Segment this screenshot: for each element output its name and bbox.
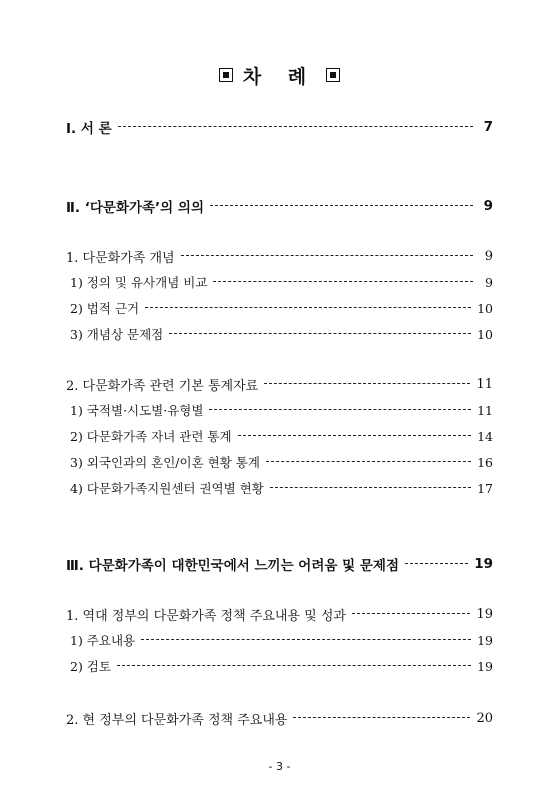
boxed-square-icon: [219, 68, 233, 82]
toc-entry-label: 1) 주요내용: [70, 633, 136, 648]
dot-leader: [213, 281, 473, 283]
toc-entry-label: 3) 개념상 문제점: [70, 327, 164, 342]
toc-entry-label: Ⅰ. 서 론: [66, 121, 112, 137]
toc-entry-page: 19: [474, 556, 493, 572]
toc-entry-subsection[interactable]: [70, 299, 493, 317]
toc-entry-chapter-3[interactable]: [66, 555, 493, 573]
toc-entry-subsection[interactable]: [70, 453, 493, 471]
toc-entry-label: 3) 외국인과의 혼인/이혼 현황 통계: [70, 455, 260, 470]
dot-leader: [181, 255, 473, 257]
toc-entry-label: 2) 다문화가족 자녀 관련 통계: [70, 429, 232, 444]
toc-entry-page: 20: [476, 710, 493, 726]
dot-leader: [145, 307, 471, 309]
toc-entry-subsection[interactable]: [70, 427, 493, 445]
toc-entry-page: 19: [476, 606, 493, 622]
dot-leader: [238, 435, 472, 437]
dot-leader: [293, 717, 470, 719]
dot-leader: [264, 383, 470, 385]
toc-entry-label: 2. 다문화가족 관련 기본 통계자료: [66, 378, 259, 394]
toc-entry-page: 16: [477, 454, 493, 470]
toc-title: [0, 62, 559, 89]
toc-entry-page: 9: [484, 248, 493, 264]
toc-entry-section[interactable]: [66, 247, 493, 265]
toc-entry-page: 19: [477, 632, 493, 648]
toc-entry-subsection[interactable]: [70, 401, 493, 419]
toc-entry-label: 1. 역대 정부의 다문화가족 정책 주요내용 및 성과: [66, 608, 346, 624]
dot-leader: [118, 126, 473, 128]
toc-entry-page: 9: [483, 198, 493, 214]
toc-entry-page: 7: [483, 119, 493, 135]
dot-leader: [209, 409, 471, 411]
page-number: - 3 -: [268, 760, 291, 773]
toc-entry-page: 17: [477, 480, 493, 496]
toc-entry-label: 2. 현 정부의 다문화가족 정책 주요내용: [66, 712, 288, 728]
toc-entry-page: 14: [477, 428, 493, 444]
dot-leader: [210, 205, 473, 207]
dot-leader: [266, 461, 471, 463]
toc-entry-label: Ⅱ. ‘다문화가족’의 의의: [66, 200, 205, 216]
toc-title-text: 차 례: [242, 66, 317, 88]
toc-entry-label: 2) 법적 근거: [70, 301, 140, 316]
toc-entry-subsection[interactable]: [70, 273, 493, 291]
boxed-square-icon: [326, 68, 340, 82]
toc-entry-label: Ⅲ. 다문화가족이 대한민국에서 느끼는 어려움 및 문제점: [66, 558, 399, 574]
dot-leader: [141, 639, 471, 641]
toc-entry-label: 1) 정의 및 유사개념 비교: [70, 275, 208, 290]
toc-entry-chapter-2[interactable]: [66, 197, 493, 215]
dot-leader: [405, 563, 468, 565]
toc-entry-section[interactable]: [66, 605, 493, 623]
toc-entry-label: 2) 검토: [70, 659, 111, 674]
toc-entry-introduction[interactable]: [66, 118, 493, 136]
dot-leader: [117, 665, 471, 667]
toc-entry-label: 4) 다문화가족지원센터 권역별 현황: [70, 481, 264, 496]
toc-entry-page: 10: [477, 300, 493, 316]
toc-entry-subsection[interactable]: [70, 631, 493, 649]
toc-entry-page: 11: [477, 402, 493, 418]
toc-entry-label: 1) 국적별·시도별·유형별: [70, 403, 204, 418]
toc-entry-page: 19: [477, 658, 493, 674]
toc-entry-subsection[interactable]: [70, 657, 493, 675]
dot-leader: [169, 333, 471, 335]
toc-entry-subsection[interactable]: [70, 479, 493, 497]
dot-leader: [352, 613, 471, 615]
dot-leader: [270, 487, 471, 489]
toc-entry-section[interactable]: [66, 709, 493, 727]
toc-entry-subsection[interactable]: [70, 325, 493, 343]
toc-entry-section[interactable]: [66, 375, 493, 393]
toc-entry-page: 11: [476, 376, 493, 392]
toc-entry-page: 9: [485, 274, 493, 290]
toc-entry-label: 1. 다문화가족 개념: [66, 250, 175, 266]
toc-entry-page: 10: [477, 326, 493, 342]
